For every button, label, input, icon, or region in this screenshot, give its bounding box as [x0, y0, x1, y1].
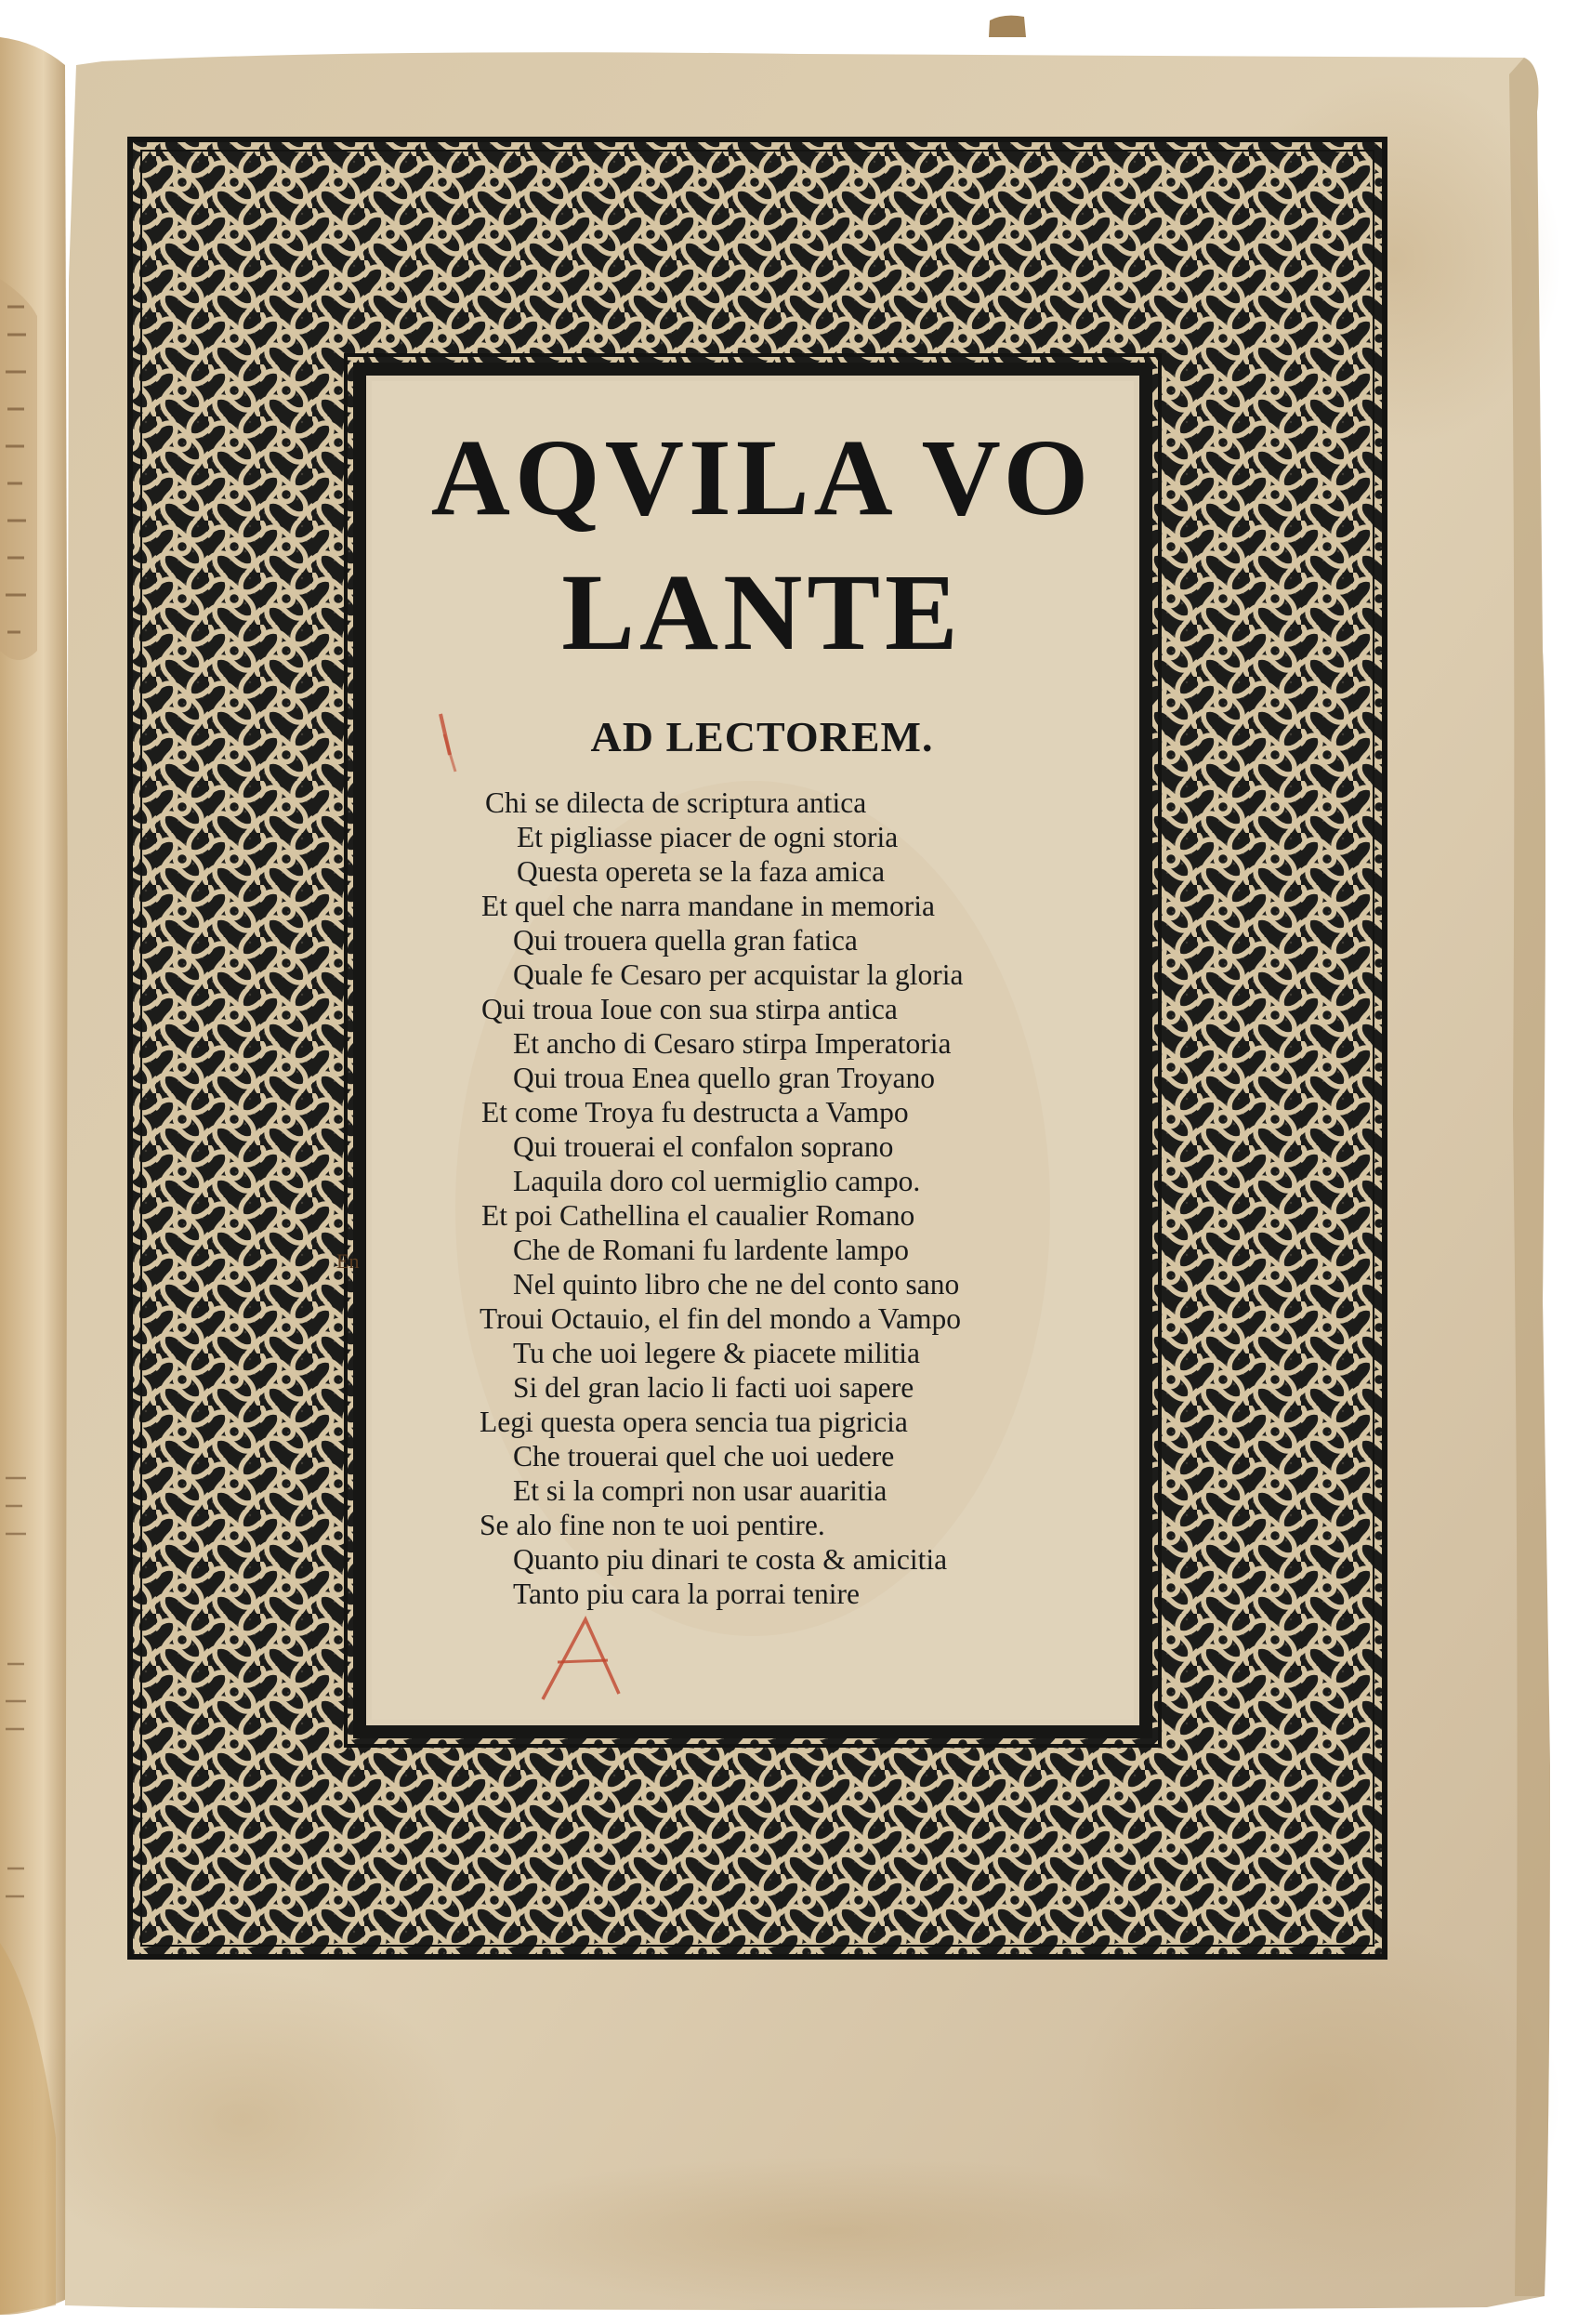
verse-line: Qui trouerai el confalon soprano	[513, 1130, 894, 1163]
verse-line: Legi questa opera sencia tua pigricia	[480, 1406, 908, 1438]
verse-line: Et pigliasse piacer de ogni storia	[517, 821, 899, 853]
verse-line: Tanto piu cara la porrai tenire	[513, 1578, 860, 1610]
verse-line: Troui Octauio, el fin del mondo a Vampo	[480, 1302, 961, 1335]
verse-line: Et si la compri non usar auaritia	[513, 1474, 888, 1507]
verse-line: Et come Troya fu destructa a Vampo	[481, 1096, 909, 1129]
top-tab	[989, 16, 1026, 37]
title-line-1: AQVILA VO	[430, 416, 1094, 538]
title-line-2: LANTE	[561, 551, 963, 673]
verse-line: Che trouerai quel che uoi uedere	[513, 1440, 895, 1472]
verse-line: Questa opereta se la faza amica	[517, 855, 886, 888]
verse-line: Et poi Cathellina el caualier Romano	[481, 1199, 915, 1232]
subheading: AD LECTOREM.	[590, 713, 934, 760]
verse-line: Qui troua Ioue con sua stirpa antica	[481, 993, 898, 1025]
verse-line: Si del gran lacio li facti uoi sapere	[513, 1371, 914, 1404]
facing-leaf	[0, 37, 72, 2315]
verse-line: Che de Romani fu lardente lampo	[513, 1234, 910, 1266]
facing-page-fragment: En	[336, 1249, 360, 1273]
verse-line: Chi se dilecta de scriptura antica	[485, 786, 867, 819]
verse-line: Se alo fine non te uoi pentire.	[480, 1509, 825, 1541]
verse-line: Qui troua Enea quello gran Troyano	[513, 1062, 936, 1094]
verse-line: Qui trouera quella gran fatica	[513, 924, 858, 957]
verse-line: Et quel che narra mandane in memoria	[481, 890, 936, 922]
verse-line: Quanto piu dinari te costa & amicitia	[513, 1543, 948, 1576]
verse-line: Laquila doro col uermiglio campo.	[513, 1165, 921, 1197]
verse-line: Tu che uoi legere & piacete militia	[513, 1337, 920, 1369]
verse-line: Et ancho di Cesaro stirpa Imperatoria	[513, 1027, 952, 1060]
verse-line: Nel quinto libro che ne del conto sano	[513, 1268, 960, 1301]
verse-line: Quale fe Cesaro per acquistar la gloria	[513, 958, 964, 991]
